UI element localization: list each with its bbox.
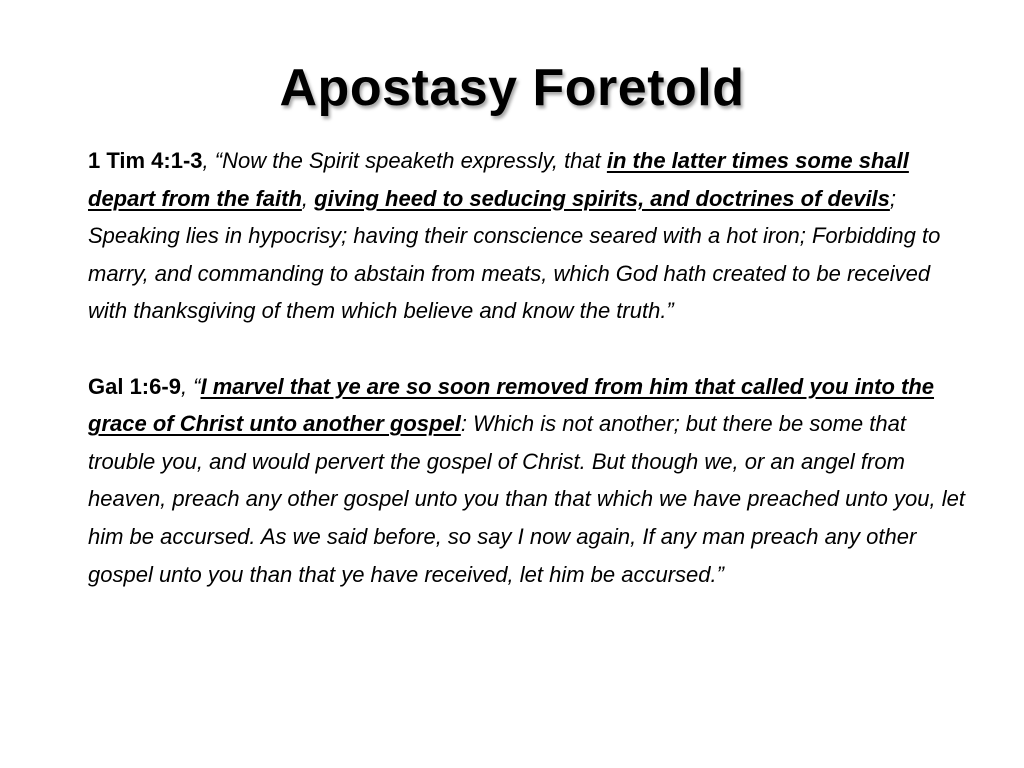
passage-gal (88, 368, 968, 594)
emphasized-quote: in the latter times some shall depart from the faith (88, 148, 909, 211)
scripture-reference: 1 Tim 4:1-3 (88, 148, 203, 173)
quote-text: : Which is not another; but there be some that trouble you, and would pervert the gospel of Christ. But though we, or an angel from heaven, preach any other gospel unto you than that which we have preached unto you, let him be accursed. As we said before, so say I now again, If any man preach any other gospel unto you than that ye have received, let him be accursed.” (88, 411, 965, 587)
emphasized-quote: I marvel that ye are so soon removed from him that called you into the grace of Christ unto another gospel (88, 373, 935, 437)
quote-text: “Now the Spirit speaketh expressly, that (214, 148, 607, 173)
separator: , (180, 373, 194, 399)
separator: , (202, 148, 215, 173)
quote-text: , (301, 185, 315, 211)
quote-text: “ (193, 373, 201, 399)
passage-1-tim (88, 142, 968, 330)
emphasized-quote: giving heed to seducing spirits, and doctrines of devils (314, 185, 890, 211)
slide-title: Apostasy Foretold (279, 59, 745, 117)
scripture-reference: Gal 1:6-9 (88, 373, 181, 399)
quote-text: ; Speaking lies in hypocrisy; having their conscience seared with a hot iron; Forbidding to marry, and commanding to abstain from meats, which God hath created to be received with thanksgiving of them which believe and know the truth.” (88, 185, 941, 324)
slide-body (88, 142, 968, 593)
paragraph-gap (88, 330, 968, 368)
